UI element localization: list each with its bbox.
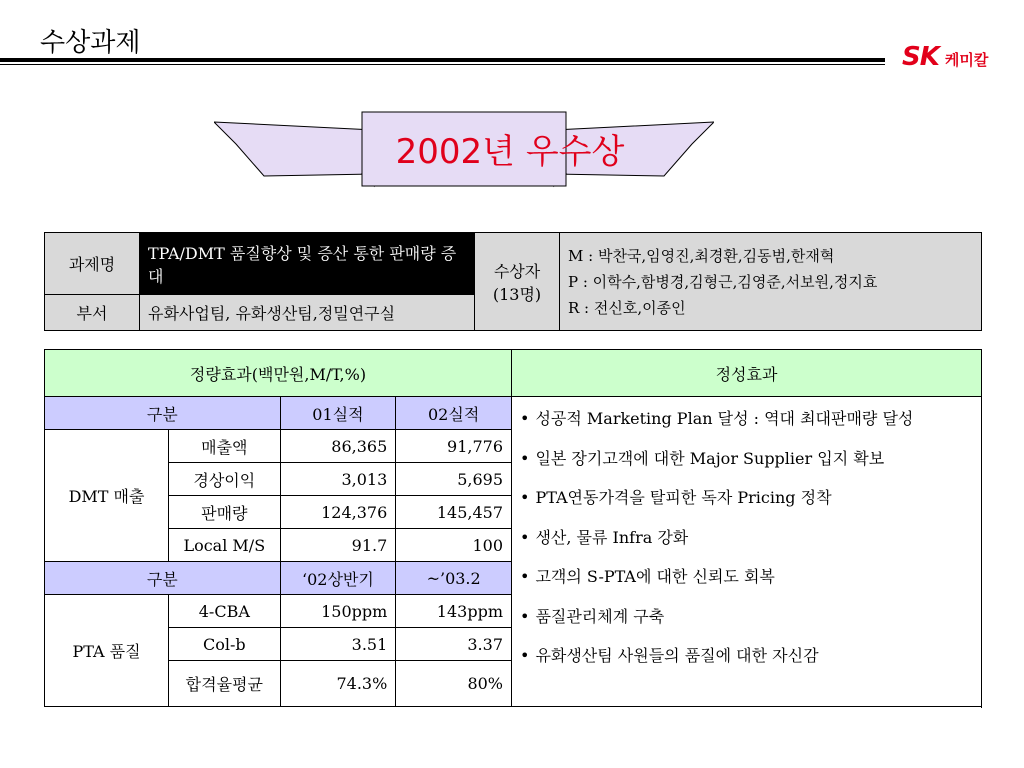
winners-count: (13명)	[492, 284, 542, 304]
logo-brand: SK	[902, 42, 939, 72]
dmt-head-02: 02실적	[396, 397, 512, 430]
dept-label: 부서	[45, 295, 140, 331]
pta-group-label: PTA 품질	[45, 595, 169, 707]
table-cell: 86,365	[280, 430, 396, 463]
table-cell: 145,457	[396, 496, 512, 529]
dept-value: 유화사업팀, 유화생산팀,정밀연구실	[140, 295, 475, 331]
table-cell: 3,013	[280, 463, 396, 496]
qual-item: • 성공적 Marketing Plan 달성 : 역대 최대판매량 달성	[520, 409, 973, 429]
table-cell: 143ppm	[396, 595, 512, 628]
logo-text: 케미칼	[944, 51, 989, 69]
project-value: TPA/DMT 품질향상 및 증산 통한 판매량 증대	[140, 233, 475, 295]
pta-head-category: 구분	[45, 562, 281, 595]
winners-label-cell	[475, 233, 560, 331]
winners-label: 수상자	[493, 261, 541, 281]
title-rule-thin	[0, 64, 885, 65]
qual-item: • 고객의 S-PTA에 대한 신뢰도 회복	[520, 567, 973, 587]
table-cell: 5,695	[396, 463, 512, 496]
table-cell: 91,776	[396, 430, 512, 463]
qual-effects-cell	[512, 397, 982, 707]
title-rule-thick	[0, 58, 885, 62]
dmt-group-label: DMT 매출	[45, 430, 169, 562]
table-cell: 80%	[396, 661, 512, 707]
table-row-label: 경상이익	[169, 463, 281, 496]
table-row-label: 4-CBA	[169, 595, 281, 628]
table-cell: 100	[396, 529, 512, 562]
winners-production: P : 이학수,함병경,김형근,김영준,서보원,정지효	[568, 272, 878, 291]
table-cell: 150ppm	[280, 595, 396, 628]
dmt-head-01: 01실적	[280, 397, 396, 430]
project-label: 과제명	[45, 233, 140, 295]
qual-effects-list	[520, 409, 973, 666]
table-cell: 3.37	[396, 628, 512, 661]
dmt-head-category: 구분	[45, 397, 281, 430]
qual-item: • 생산, 물류 Infra 강화	[520, 528, 973, 548]
project-info-table	[44, 232, 982, 331]
table-row-label: 매출액	[169, 430, 281, 463]
table-cell: 124,376	[280, 496, 396, 529]
award-banner-title: 2002년 우수상	[395, 131, 625, 172]
winners-list	[560, 233, 982, 331]
table-row-label: Local M/S	[169, 529, 281, 562]
qual-item: • PTA연동가격을 탈피한 독자 Pricing 정착	[520, 488, 973, 508]
page-title: 수상과제	[40, 28, 141, 58]
qual-item: • 품질관리체계 구축	[520, 607, 973, 627]
sk-chemicals-logo	[902, 44, 988, 70]
effects-table	[44, 349, 982, 707]
table-row-label: 판매량	[169, 496, 281, 529]
winners-management: M : 박찬국,임영진,최경환,김동범,한재혁	[568, 246, 835, 265]
qual-item: • 일본 장기고객에 대한 Major Supplier 입지 확보	[520, 449, 973, 469]
table-cell: 74.3%	[280, 661, 396, 707]
table-cell: 3.51	[280, 628, 396, 661]
qual-item: • 유화생산팀 사원들의 품질에 대한 자신감	[520, 646, 973, 666]
table-cell: 91.7	[280, 529, 396, 562]
pta-head-range: ~’03.2	[396, 562, 512, 595]
qual-header: 정성효과	[512, 350, 982, 397]
quant-header: 정량효과(백만원,M/T,%)	[45, 350, 512, 397]
pta-head-h1: ‘02상반기	[280, 562, 396, 595]
table-row-label: Col-b	[169, 628, 281, 661]
winners-research: R : 전신호,이종인	[568, 298, 686, 317]
table-row-label: 합격율평균	[169, 661, 281, 707]
